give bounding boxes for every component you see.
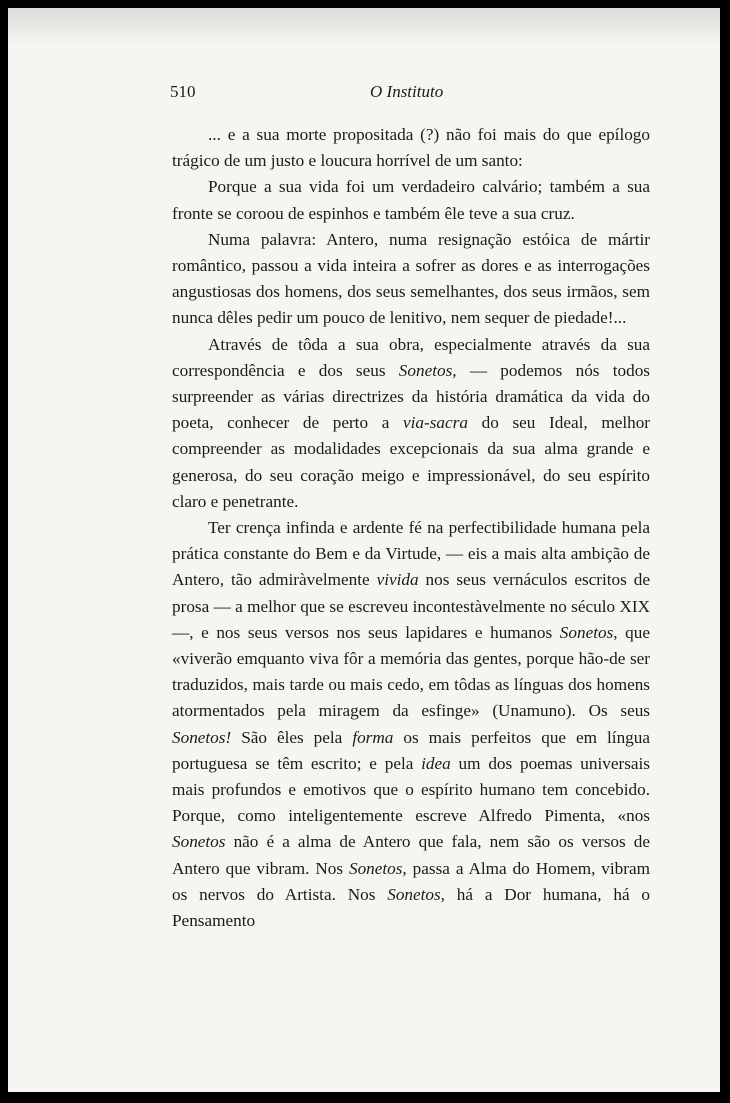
italic-text-run: Sonetos, [387,884,445,904]
italic-text-run: Sonetos, [348,858,407,878]
paragraph [172,515,650,934]
text-run: os mais perfeitos que em língua portuguesa se têm escrito; e pela [172,727,650,773]
page-number: 510 [170,82,196,101]
italic-text-run: via-sacra [403,413,468,433]
text-run: do seu Ideal, melhor compreender as modalidades excepcionais da sua alma grande e generosa, do seu coração meigo e impressionável, do seu espírito claro e penetrante. [172,413,651,511]
italic-text-run: idea [421,753,451,773]
text-run: não é a alma de Antero que fala, nem são os versos de Antero que vibram. Nos [172,832,650,878]
paragraph [172,174,650,226]
running-title: O Instituto [370,82,444,101]
text-run: Através de tôda a sua obra, especialmente através da sua correspondência e dos seus [172,334,650,380]
text-run: que «viverão emquanto viva fôr a memória das gentes, porque hão-de ser traduzidos, mais tarde ou mais cedo, em tôdas as línguas dos homens atormentados pela miragem da esfinge» (Unamuno). Os seus [172,622,650,721]
text-run: São êles pela [231,727,353,747]
text-run: ... e a sua morte propositada (?) não foi mais do que epílogo trágico de um justo e loucura horrível de um santo: [172,125,650,171]
italic-text-run: vivida [376,570,419,590]
paragraph [172,332,650,515]
italic-text-run: Sonetos! [172,727,232,747]
text-run: Porque a sua vida foi um verdadeiro calvário; também a sua fronte se coroou de espinhos e também êle teve a sua cruz. [172,177,650,223]
italic-text-run: Sonetos, [398,360,457,380]
paragraph [172,227,650,332]
page-header [170,82,650,110]
text-run: nos seus vernáculos escritos de prosa — a melhor que se escreveu incontestàvelmente no século XIX —, e nos seus versos nos seus lapidares e humanos [172,570,650,642]
text-run: Ter crença infinda e ardente fé na perfectibilidade humana pela prática constante do Bem e da Virtude, — eis a mais alta ambição de Antero, tão admiràvelmente [172,518,650,590]
text-run: um dos poemas universais mais profundos e emotivos que o espírito humano tem concebido. Porque, como inteligentemente escreve Alfredo Pimenta, «nos [172,753,650,826]
paragraph [172,122,650,174]
italic-text-run: Sonetos, [559,622,618,642]
text-run: passa a Alma do Homem, vibram os nervos do Artista. Nos [172,858,650,904]
body-text [172,122,650,934]
text-run: Numa palavra: Antero, numa resignação estóica de mártir romântico, passou a vida inteira a sofrer as dores e as interrogações angustiosas dos homens, dos seus semelhantes, dos seus irmãos, sem nunca dêles pedir um pouco de lenitivo, nem sequer de piedade!... [172,229,650,328]
book-page [8,8,720,1092]
italic-text-run: forma [352,727,394,747]
text-run: — podemos nós todos surpreender as várias directrizes da história dramática da vida do poeta, conhecer de perto a [172,360,650,433]
italic-text-run: Sonetos [172,832,226,852]
text-run: há a Dor humana, há o Pensamento [172,884,650,931]
